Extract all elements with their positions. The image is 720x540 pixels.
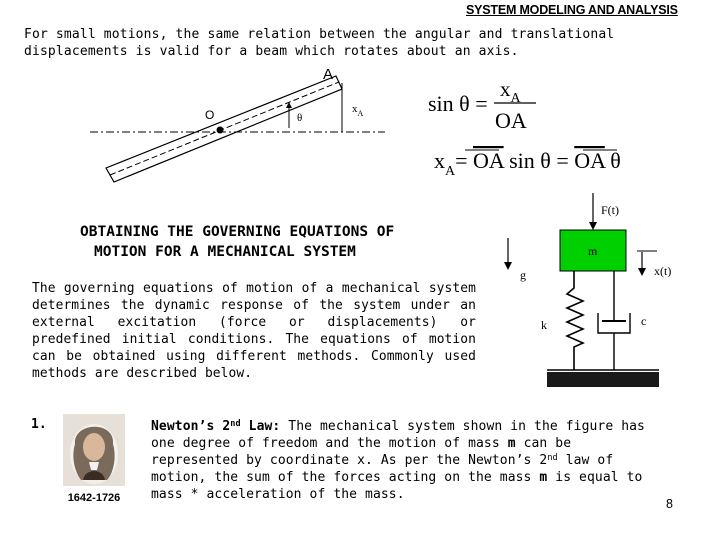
- eq2-oa-2: OA: [574, 148, 605, 173]
- intro-line-1: For small motions, the same relation between the angular and translational: [24, 27, 615, 42]
- item-number: 1.: [31, 417, 47, 432]
- page-number: 8: [666, 497, 673, 511]
- gravity-label: g: [520, 268, 526, 282]
- section-title-line-1: OBTAINING THE GOVERNING EQUATIONS OF: [80, 224, 395, 240]
- eq1-denominator: OA: [495, 108, 527, 133]
- newton-text-1: The mechanical system shown in the figure has one degree of freedom and the motion of mass: [151, 419, 645, 451]
- label-xa-sub: A: [357, 109, 364, 118]
- eq2-part-2: sin θ =: [503, 148, 575, 173]
- label-theta: θ: [297, 112, 303, 124]
- newton-text-4: is equal to mass * acceleration of the mass.: [151, 470, 643, 502]
- eq1-lhs: sin θ =: [428, 91, 488, 116]
- label-xa-main: x: [352, 103, 358, 115]
- newton-years: 1642-1726: [67, 492, 121, 504]
- intro-line-2: displacements is valid for a beam which rotates about an axis.: [24, 44, 519, 59]
- newton-mass-symbol-1: m: [507, 436, 516, 451]
- force-arrowhead: [589, 222, 597, 230]
- mass-label: m: [588, 244, 598, 258]
- portrait-icon: [63, 414, 125, 486]
- label-a: A: [323, 66, 334, 83]
- label-o: O: [205, 108, 215, 122]
- eq2-oa-1: OA: [473, 148, 504, 173]
- newton-law-title: Newton’s 2nd Law:: [151, 419, 281, 434]
- eq1-num-sub: A: [510, 91, 521, 106]
- newton-sup-2: nd: [547, 453, 558, 463]
- newton-paragraph: [151, 418, 661, 503]
- displacement-arrowhead: [638, 268, 646, 276]
- spring: [567, 271, 583, 370]
- newton-portrait: [63, 414, 125, 486]
- eq2-sub: A: [445, 164, 456, 179]
- eq2-part-1: =: [455, 148, 474, 173]
- damper-label: c: [641, 314, 647, 328]
- newton-mass-symbol-2: m: [539, 470, 548, 485]
- displacement-label: x(t): [654, 264, 672, 278]
- spring-label: k: [541, 318, 547, 332]
- force-label: F(t): [601, 203, 619, 217]
- page-header: SYSTEM MODELING AND ANALYSIS: [466, 3, 678, 17]
- eq2-part-3: θ: [604, 148, 621, 173]
- eq2-x: x: [434, 148, 445, 173]
- section-title-line-2: MOTION FOR A MECHANICAL SYSTEM: [94, 244, 356, 260]
- body-paragraph: The governing equations of motion of a mechanical system determines the dynamic response of the system under an external excitation (force or displacements) or predefined initial conditions. The equations of motion can be obtained using different methods. Commonly used methods are described below.: [32, 281, 476, 381]
- newton-text-3: law of motion, the sum of the forces acting on the mass: [151, 453, 614, 485]
- eq1-num-main: x: [500, 77, 511, 101]
- newton-text-2: can be represented by coordinate x. As per the Newton’s 2: [151, 436, 572, 468]
- ground-block: [547, 372, 659, 387]
- gravity-arrowhead: [504, 262, 512, 270]
